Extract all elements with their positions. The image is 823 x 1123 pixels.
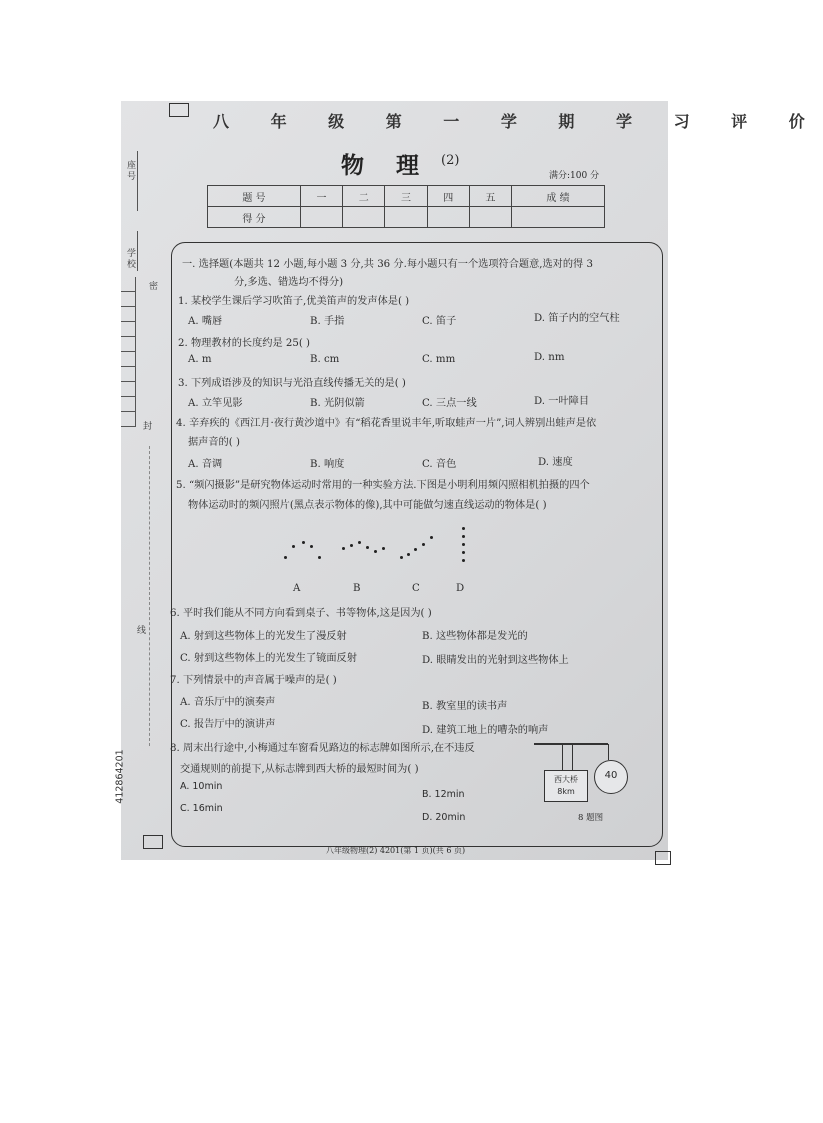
q4-option-a[interactable]: A. 音调	[188, 459, 223, 470]
q5-stem-cont: 物体运动时的频闪照片(黑点表示物体的像),其中可能做匀速直线运动的物体是( )	[188, 500, 547, 511]
score-input-cell[interactable]	[343, 207, 385, 228]
seal-mi: 密	[149, 282, 159, 292]
id-code: 412864201	[114, 749, 126, 804]
score-input-cell[interactable]	[427, 207, 469, 228]
q7-option-c[interactable]: C. 报告厅中的演讲声	[180, 719, 276, 730]
q8-option-b[interactable]: B. 12min	[422, 789, 465, 800]
q3-option-a[interactable]: A. 立竿见影	[188, 398, 243, 409]
q1-option-c[interactable]: C. 笛子	[422, 316, 457, 327]
q7-option-b[interactable]: B. 教室里的读书声	[422, 701, 508, 712]
corner-mark	[655, 851, 671, 865]
q6-option-d[interactable]: D. 眼睛发出的光射到这些物体上	[422, 655, 569, 666]
seal-feng: 封	[143, 422, 153, 432]
speed-limit-value: 40	[604, 770, 618, 781]
q7-option-d[interactable]: D. 建筑工地上的嘈杂的响声	[422, 725, 549, 736]
school-label: 学校	[127, 249, 137, 270]
q4-option-c[interactable]: C. 音色	[422, 459, 457, 470]
question-section-box	[171, 242, 663, 847]
q2-option-b[interactable]: B. cm	[310, 354, 340, 365]
full-score: 满分:100 分	[549, 171, 600, 181]
q2-option-d[interactable]: D. nm	[534, 352, 565, 363]
q8-figure-caption: 8 题图	[578, 813, 604, 823]
q5-label-b: B	[353, 583, 361, 594]
speed-limit-sign	[594, 760, 628, 794]
q8-stem-cont: 交通规则的前提下,从标志牌到西大桥的最短时间为( )	[180, 764, 419, 775]
q1-stem: 1. 某校学生课后学习吹笛子,优美笛声的发声体是( )	[178, 296, 410, 307]
score-cell: 四	[427, 186, 469, 207]
subject-number: (2)	[441, 153, 460, 168]
name-grid	[121, 277, 136, 427]
q4-option-d[interactable]: D. 速度	[538, 457, 573, 468]
q5-label-d: D	[456, 583, 465, 594]
q5-stem: 5. “频闪摄影”是研究物体运动时常用的一种实验方法.下图是小明利用频闪照相机拍摄的四个	[176, 480, 590, 491]
subject-title: 物 理	[341, 152, 432, 179]
q4-stem-cont: 据声音的( )	[188, 437, 240, 448]
q4-option-b[interactable]: B. 响度	[310, 459, 345, 470]
score-cell: 三	[385, 186, 427, 207]
q8-option-c[interactable]: C. 16min	[180, 803, 223, 814]
score-cell: 题 号	[208, 186, 301, 207]
distance-sign	[544, 770, 588, 802]
score-table-score-row	[208, 207, 605, 228]
sign-distance: 8km	[557, 787, 575, 796]
exam-photo	[114, 101, 823, 860]
score-cell: 一	[300, 186, 342, 207]
q4-stem: 4. 辛弃疾的《西江月·夜行黄沙道中》有“稻花香里说丰年,听取蛙声一片”,词人辨别出蛙声是依	[176, 418, 597, 429]
seat-label: 座号	[127, 161, 137, 182]
score-input-cell[interactable]	[469, 207, 511, 228]
q8-option-d[interactable]: D. 20min	[422, 812, 466, 823]
cut-line	[149, 446, 150, 746]
score-input-cell[interactable]	[512, 207, 605, 228]
seat-line	[137, 151, 138, 211]
score-table-header-row	[208, 186, 605, 207]
corner-mark	[169, 103, 189, 117]
q8-option-a[interactable]: A. 10min	[180, 781, 223, 792]
q1-option-d[interactable]: D. 笛子内的空气柱	[534, 313, 620, 324]
section-intro: 一. 选择题(本题共 12 小题,每小题 3 分,共 36 分.每小题只有一个选项符合题意,选对的得 3	[182, 259, 593, 270]
q6-option-a[interactable]: A. 射到这些物体上的光发生了漫反射	[180, 631, 347, 642]
score-table	[207, 185, 605, 228]
score-input-cell[interactable]	[300, 207, 342, 228]
q7-option-a[interactable]: A. 音乐厅中的演奏声	[180, 697, 276, 708]
q6-option-b[interactable]: B. 这些物体都是发光的	[422, 631, 528, 642]
q2-stem: 2. 物理教材的长度约是 25( )	[178, 338, 311, 349]
score-cell: 五	[469, 186, 511, 207]
q6-stem: 6. 平时我们能从不同方向看到桌子、书等物体,这是因为( )	[170, 608, 432, 619]
q1-option-b[interactable]: B. 手指	[310, 316, 345, 327]
score-input-cell[interactable]	[385, 207, 427, 228]
school-line	[137, 231, 138, 271]
q2-option-a[interactable]: A. m	[188, 354, 212, 365]
page-footer: 八年级物理(2) 4201(第 1 页)(共 6 页)	[326, 846, 466, 855]
q3-option-d[interactable]: D. 一叶障目	[534, 396, 590, 407]
seal-xian: 线	[137, 626, 147, 636]
score-cell: 得 分	[208, 207, 301, 228]
section-intro-cont: 分,多选、错选均不得分)	[234, 277, 344, 288]
q8-stem: 8. 周末出行途中,小梅通过车窗看见路边的标志牌如图所示,在不违反	[170, 743, 475, 754]
q5-label-a: A	[293, 583, 301, 594]
q3-option-c[interactable]: C. 三点一线	[422, 398, 477, 409]
q2-option-c[interactable]: C. mm	[422, 354, 456, 365]
q6-option-c[interactable]: C. 射到这些物体上的光发生了镜面反射	[180, 653, 357, 664]
corner-mark	[143, 835, 163, 849]
exam-title: 八 年 级 第 一 学 期 学 习 评 价	[213, 112, 823, 131]
q5-label-c: C	[412, 583, 420, 594]
score-cell: 成 绩	[512, 186, 605, 207]
sign-destination: 西大桥	[554, 775, 578, 784]
q1-option-a[interactable]: A. 嘴唇	[188, 316, 223, 327]
q3-stem: 3. 下列成语涉及的知识与光沿直线传播无关的是( )	[178, 378, 406, 389]
score-cell: 二	[343, 186, 385, 207]
q7-stem: 7. 下列情景中的声音属于噪声的是( )	[170, 675, 337, 686]
q3-option-b[interactable]: B. 光阴似箭	[310, 398, 365, 409]
